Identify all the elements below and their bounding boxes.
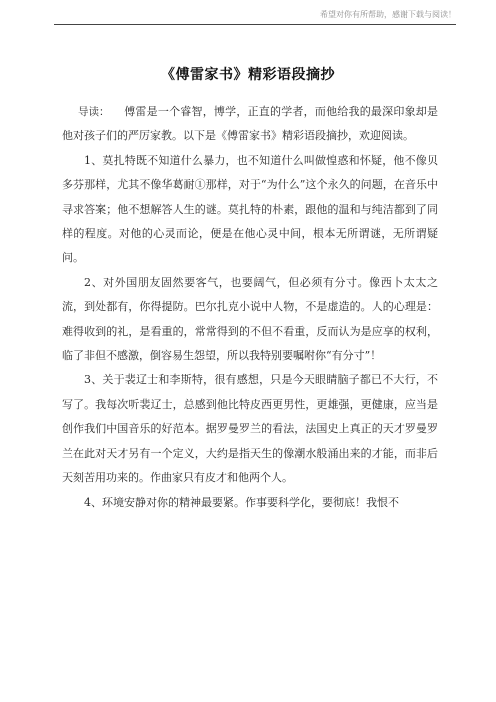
document-body (62, 100, 438, 515)
page-title: 《傅雷家书》精彩语段摘抄 (161, 67, 335, 83)
paragraph-2: 2、对外国朋友固然要客气，也要阔气，但必须有分寸。像西卜太太之流，到处都有，你得提防。巴尔扎克小说中人物，不是虚造的。人的心理是：难得收到的礼，是看重的，常常得到的不但不看重，反而认为是应享的权利，临了非但不感激，倒容易生怨望，所以我特别要嘱咐你“有分寸”！ (62, 275, 438, 363)
paragraph-1: 1、莫扎特既不知道什么暴力，也不知道什么叫做惶惑和怀疑，他不像贝多芬那样，尤其不像华葛耐①那样，对于“为什么”这个永久的问题，在音乐中寻求答案；他不想解答人生的谜。莫扎特的朴素，跟他的温和与纯洁都到了同样的程度。对他的心灵而论，便是在他心灵中间，根本无所谓谜，无所谓疑问。 (62, 153, 438, 265)
intro-paragraph (62, 100, 438, 149)
header-divider (54, 24, 456, 25)
paragraph-3: 3、关于裴辽士和李斯特，很有感想，只是今天眼睛脑子都已不大行，不写了。我每次听裴辽士，总感到他比特皮西更男性，更雄强，更健康，应当是创作我们中国音乐的好范本。据罗曼罗兰的看法，法国史上真正的天才罗曼罗兰在此对天才另有一个定义，大约是指天生的像潮水般涌出来的才能，而非后天刻苦用功来的。作曲家只有皮才和他两个人。 (62, 373, 438, 485)
header-note: 希望对你有所帮助，感谢下载与阅读！ (320, 10, 456, 19)
intro-label: 导读： (78, 106, 110, 118)
intro-text: 傅雷是一个睿智，博学，正直的学者，而他给我的最深印象却是他对孩子们的严厉家教。以下是《傅雷家书》精彩语段摘抄，欢迎阅读。 (62, 105, 438, 143)
paragraph-4: 4、环境安静对你的精神最要紧。作事要科学化，要彻底！我恨不 (84, 495, 399, 509)
